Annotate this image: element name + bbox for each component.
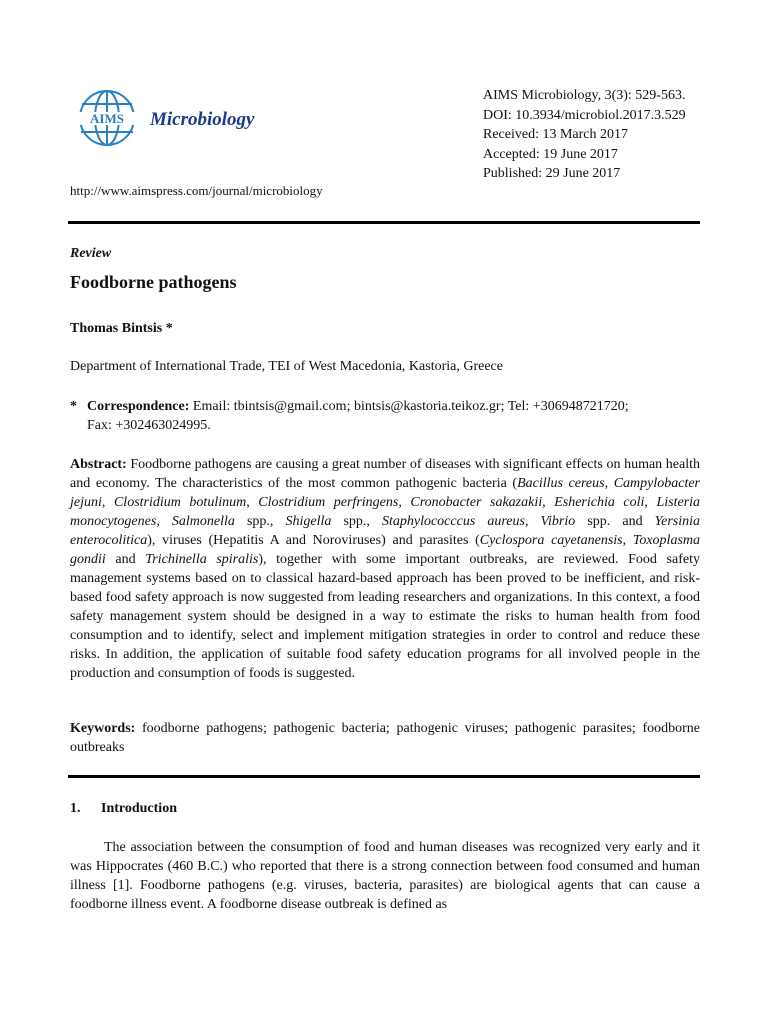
correspondence-contacts: Email: tbintsis@gmail.com; bintsis@kastoria.teikoz.gr; Tel: +306948721720;	[189, 399, 629, 414]
article-metadata	[483, 86, 686, 184]
abstract-text: ,	[604, 476, 614, 491]
abstract-text: ,	[246, 495, 259, 510]
abstract-text: spp. and	[575, 514, 655, 529]
abstract-label: Abstract:	[70, 457, 127, 472]
abstract-text: ), viruses (Hepatitis A and Noroviruses) and parasites (	[147, 533, 480, 548]
keywords-text: foodborne pathogens; pathogenic bacteria; pathogenic viruses; pathogenic parasites; foodborne outbreaks	[70, 721, 700, 755]
accepted-date: Accepted: 19 June 2017	[483, 146, 618, 162]
abstract-text: spp.,	[331, 514, 382, 529]
abstract-text: ,	[644, 495, 657, 510]
abstract-species-name: Cronobacter sakazakii	[410, 495, 543, 510]
section-title: Introduction	[101, 801, 177, 816]
correspondence-star: *	[70, 399, 77, 414]
logo-text: AIMS	[90, 111, 124, 126]
abstract-species-name: Clostridium perfringens	[258, 495, 399, 510]
abstract-text: ,	[101, 495, 114, 510]
doi[interactable]: DOI: 10.3934/microbiol.2017.3.529	[483, 107, 686, 123]
abstract-species-name: Yersinia enterocolitica	[70, 514, 701, 548]
received-date: Received: 13 March 2017	[483, 127, 629, 142]
abstract-species-name: Bacillus cereus	[517, 476, 605, 491]
journal-url[interactable]: http://www.aimspress.com/journal/microbiology	[70, 183, 323, 198]
correspondence-fax: Fax: +302463024995.	[87, 418, 211, 433]
keywords	[70, 719, 700, 757]
abstract-species-name: Shigella	[285, 514, 332, 529]
affiliation: Department of International Trade, TEI of West Macedonia, Kastoria, Greece	[70, 359, 503, 374]
abstract-text: Foodborne pathogens are causing a great number of diseases with significant effects on human health and economy. The characteristics of the most common pathogenic bacteria (	[70, 457, 700, 491]
journal-name: Microbiology	[150, 109, 255, 130]
abstract-species-name: Toxoplasma gondii	[70, 533, 701, 567]
keywords-label: Keywords:	[70, 721, 136, 736]
abstract-species-name: Listeria monocytogenes	[70, 495, 701, 529]
abstract-text: ,	[398, 495, 411, 510]
article-type: Review	[70, 246, 112, 261]
abstract-text: and	[105, 552, 146, 567]
section-heading	[70, 801, 177, 817]
abstract-text: ), together with some important outbreaks, are reviewed. Food safety management systems based on to classical hazard-based approach has been proved to be inefficient, and risk-based food safety approach is now suggested from leading researchers and organizations. In this context, a food safety management system should be designed in a way to estimate the risks to human health from food consumption and to identify, select and implement mitigation strategies in order to control and reduce these risks. In addition, the application of suitable food safety education programs for all involved people in the production and consumption of foods is suggested.	[70, 552, 700, 681]
abstract-text: ,	[524, 514, 541, 529]
top-divider	[68, 221, 700, 224]
abstract-text: ,	[542, 495, 555, 510]
section-number: 1.	[70, 801, 81, 816]
abstract-species-name: Clostridium botulinum	[113, 495, 247, 510]
abstract-text: spp.,	[234, 514, 286, 529]
abstract-text: ,	[156, 514, 172, 529]
abstract-species-name: Vibrio	[540, 514, 576, 529]
abstract-body	[70, 457, 700, 681]
intro-paragraph: The association between the consumption of food and human diseases was recognized very early and it was Hippocrates (460 B.C.) who reported that there is a strong connection between food consumed and human illness [1]. Foodborne pathogens (e.g. viruses, bacteria, parasites) are biological agents that can cause a foodborne illness event. A foodborne disease outbreak is defined as	[70, 840, 700, 912]
bottom-divider	[68, 775, 700, 778]
aims-globe-icon	[72, 88, 142, 148]
abstract-species-name: Salmonella	[171, 514, 235, 529]
abstract-text: ,	[622, 533, 633, 548]
abstract	[70, 455, 700, 683]
citation: AIMS Microbiology, 3(3): 529-563.	[483, 88, 686, 103]
published-date: Published: 29 June 2017	[483, 166, 621, 181]
correspondence-label: Correspondence:	[87, 399, 190, 414]
abstract-species-name: Cyclospora cayetanensis	[479, 533, 623, 548]
correspondence	[70, 397, 700, 435]
article-title: Foodborne pathogens	[70, 272, 237, 292]
abstract-species-name: Trichinella spiralis	[145, 552, 259, 567]
abstract-species-name: Campylobacter jejuni	[70, 476, 701, 510]
author: Thomas Bintsis *	[70, 321, 173, 336]
abstract-species-name: Staphylococccus aureus	[381, 514, 525, 529]
abstract-species-name: Esherichia coli	[554, 495, 645, 510]
